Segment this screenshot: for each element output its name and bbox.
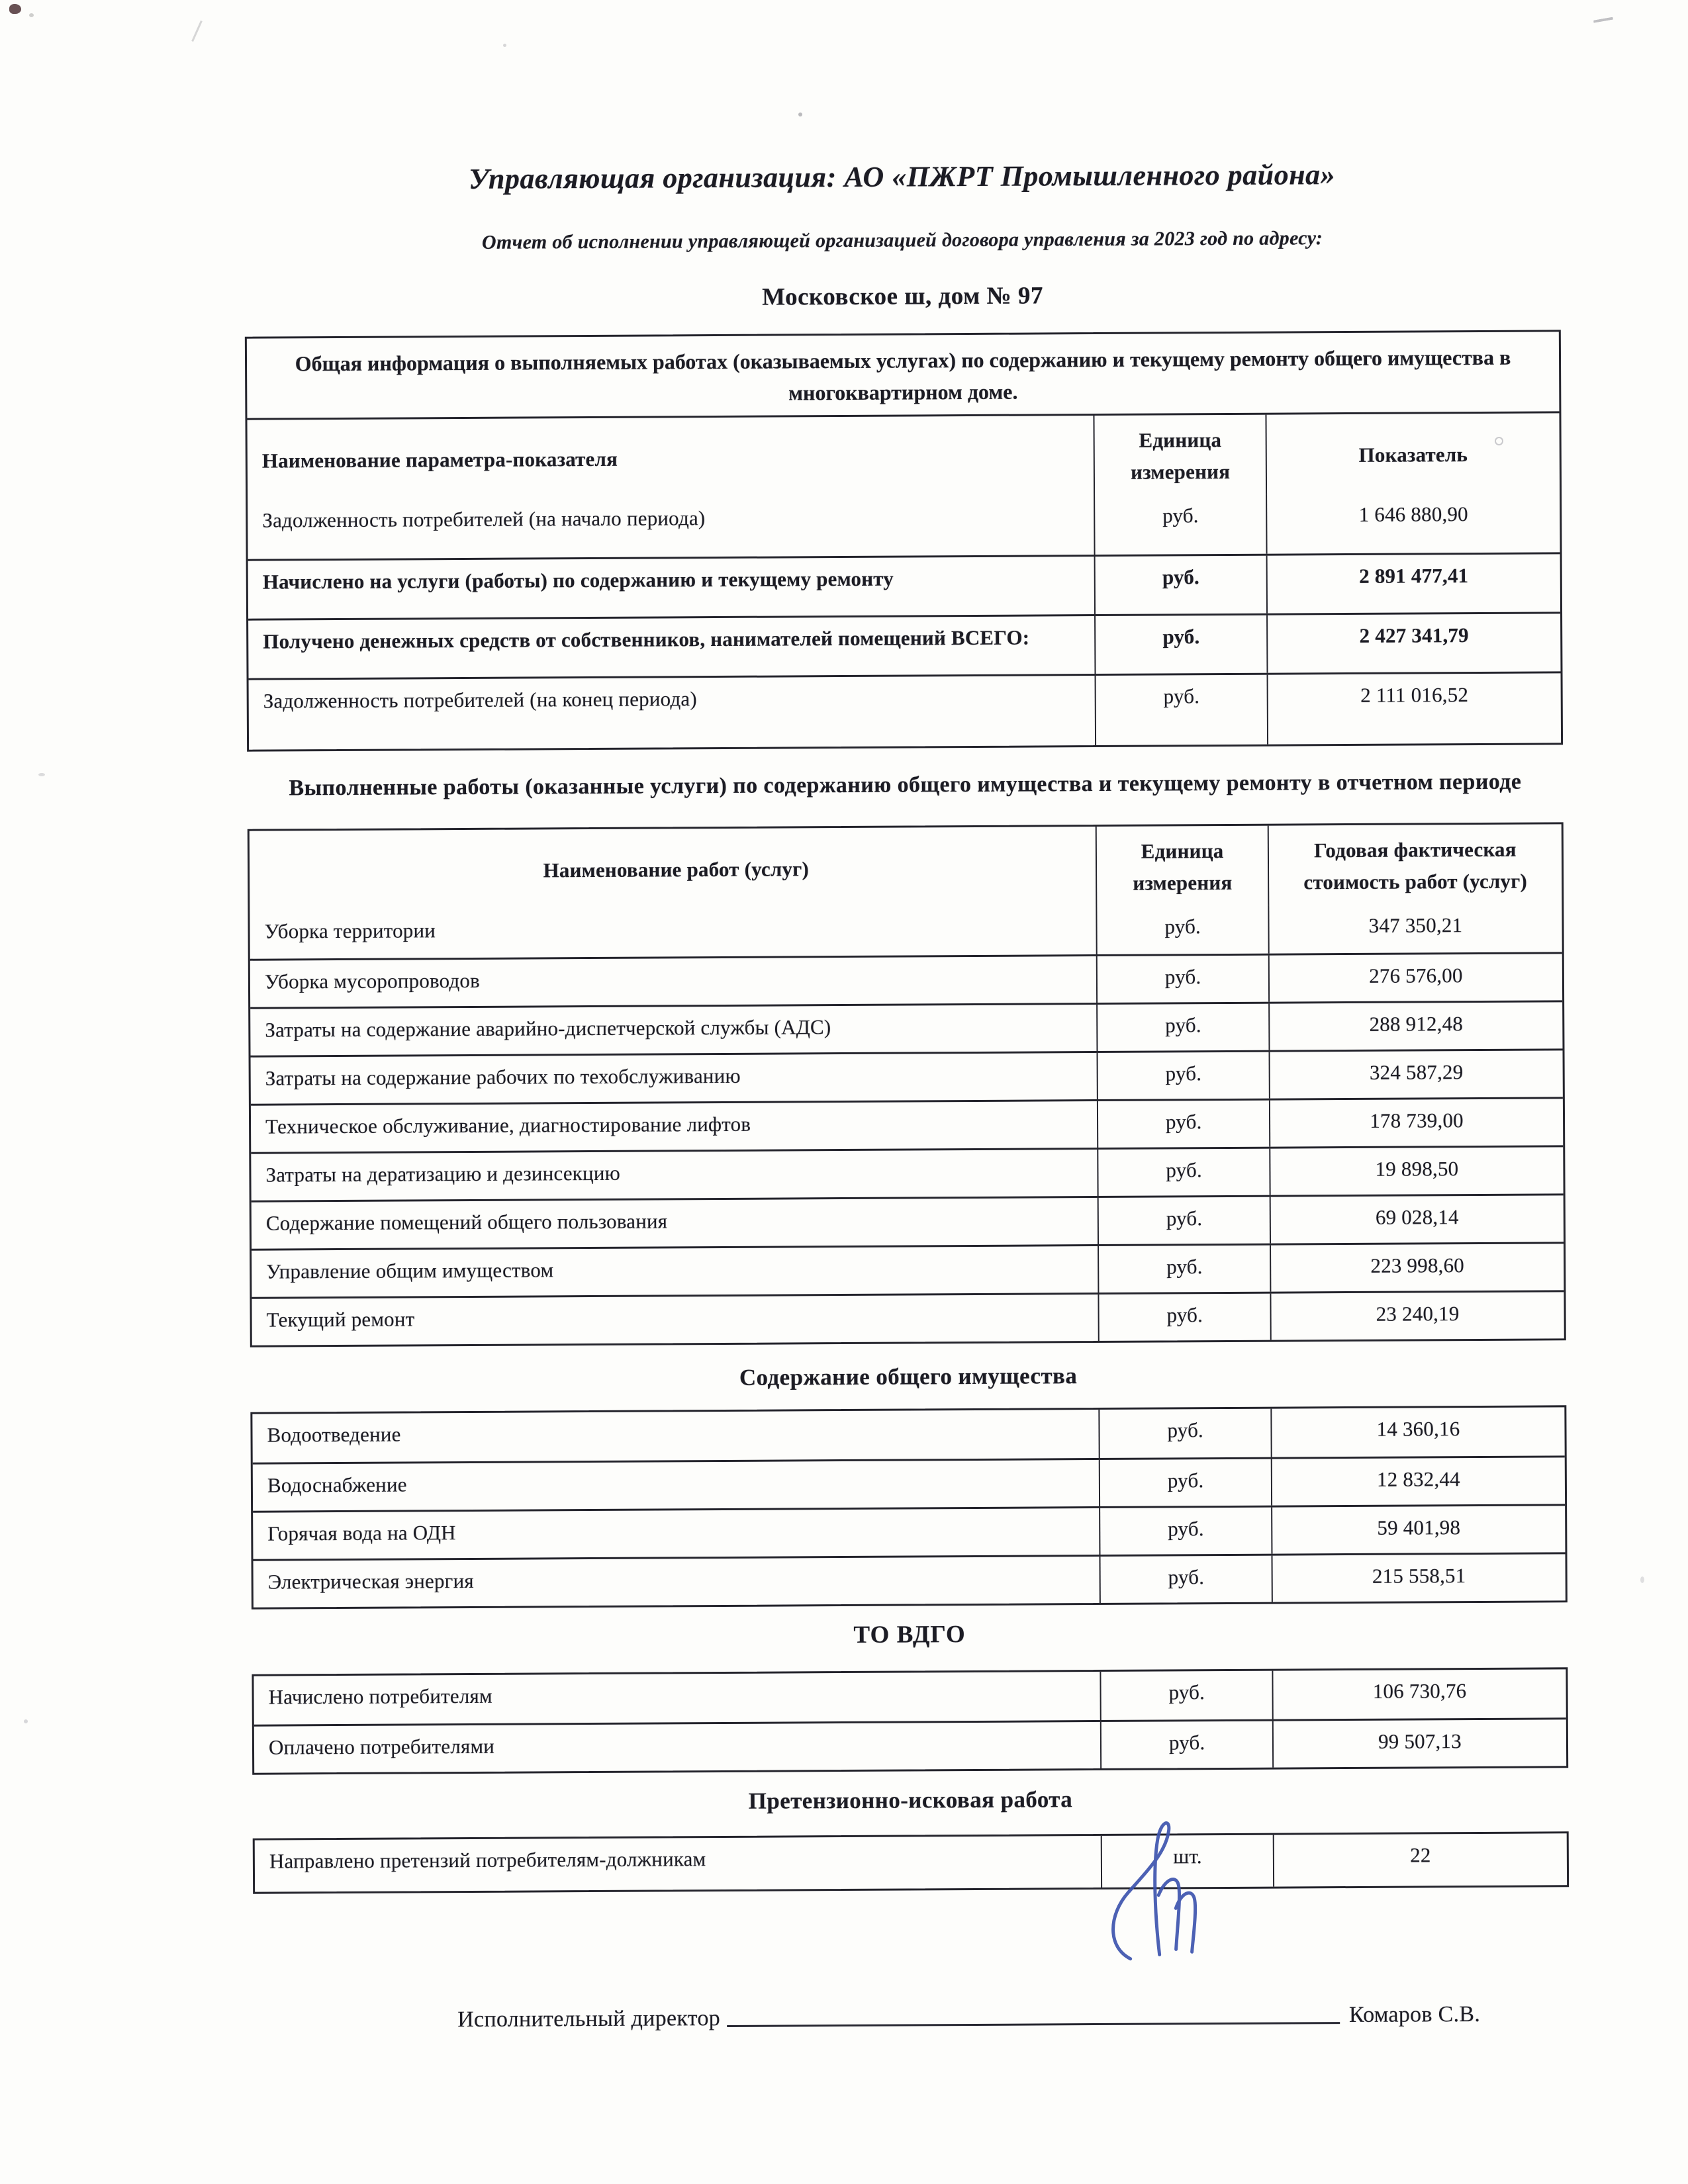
- cell-unit: руб.: [1098, 1246, 1270, 1293]
- table-row: [254, 1669, 1566, 1724]
- signature-block: [457, 1995, 1480, 2034]
- table-row: [251, 1097, 1563, 1152]
- cell-value: 2 891 477,41: [1266, 554, 1560, 613]
- cell-value: 59 401,98: [1271, 1506, 1565, 1554]
- column-header-unit: Единица измерения: [1094, 414, 1266, 494]
- cell-value: 215 558,51: [1272, 1555, 1566, 1602]
- table-row: [255, 1834, 1567, 1892]
- table-row: [251, 1145, 1563, 1200]
- cell-label: Затраты на дератизацию и дезинсекцию: [265, 1161, 621, 1187]
- signature-line: [727, 1996, 1340, 2028]
- cell-value: 178 739,00: [1269, 1099, 1563, 1146]
- cell-label: Затраты на содержание аварийно-диспетчерской службы (АДС): [265, 1015, 831, 1042]
- cell-unit: руб.: [1097, 1004, 1269, 1051]
- table-row: [250, 952, 1562, 1007]
- signatory-name: Комаров С.В.: [1348, 2002, 1481, 2028]
- table-row: [252, 1408, 1564, 1463]
- table-row: [252, 1290, 1564, 1345]
- table-row: [248, 612, 1560, 678]
- cell-value: 12 832,44: [1271, 1458, 1565, 1506]
- column-header-work-name: Наименование работ (услуг): [543, 857, 810, 882]
- table-row: [250, 903, 1562, 958]
- table-row: [248, 492, 1560, 559]
- column-header-unit: Единица измерения: [1096, 826, 1268, 906]
- cell-label: Получено денежных средств от собственников, нанимателей помещений ВСЕГО:: [263, 625, 1030, 653]
- cell-label: Текущий ремонт: [266, 1307, 415, 1332]
- cell-unit: руб.: [1097, 1101, 1269, 1148]
- cell-label: Направлено претензий потребителям-должникам: [269, 1847, 706, 1874]
- document-subtitle: Отчет об исполнении управляющей организацией договора управления за 2023 год по адресу:: [481, 227, 1323, 253]
- cell-unit: руб.: [1095, 675, 1267, 745]
- cell-label: Оплачено потребителями: [268, 1734, 495, 1759]
- table-row: [252, 1193, 1564, 1248]
- document-title: Управляющая организация: АО «ПЖРТ Промышленного района»: [468, 158, 1336, 195]
- cell-unit: руб.: [1100, 1556, 1272, 1603]
- general-info-table: [245, 330, 1563, 751]
- cell-value: 276 576,00: [1268, 954, 1562, 1001]
- cell-label: Водоснабжение: [267, 1473, 407, 1498]
- vdgo-table: [252, 1667, 1568, 1774]
- table-row: [254, 1553, 1566, 1608]
- cell-unit: руб.: [1094, 494, 1266, 555]
- cell-label: Управление общим имуществом: [266, 1258, 554, 1283]
- works-section-heading: Выполненные работы (оказанные услуги) по содержанию общего имущества и текущему ремонту в отчетном периоде: [289, 769, 1522, 801]
- cell-value: 99 507,13: [1272, 1719, 1566, 1767]
- cell-unit: руб.: [1098, 1149, 1270, 1196]
- cell-value: 347 350,21: [1268, 903, 1562, 953]
- cell-value: 106 730,76: [1272, 1669, 1566, 1719]
- general-info-header-row: [247, 413, 1560, 499]
- cell-unit: руб.: [1099, 1459, 1271, 1506]
- cell-label: Задолженность потребителей (на начало периода): [262, 506, 706, 532]
- cell-unit: руб.: [1096, 956, 1268, 1003]
- cell-unit: руб.: [1096, 905, 1268, 954]
- works-header-row: [250, 824, 1562, 910]
- table-row: [251, 1048, 1563, 1103]
- cell-label: Содержание помещений общего пользования: [265, 1209, 668, 1235]
- works-table: [248, 822, 1566, 1347]
- cell-value: 22: [1273, 1834, 1567, 1887]
- cell-value: 288 912,48: [1268, 1002, 1562, 1050]
- table-row: [253, 1456, 1565, 1511]
- cell-value: 1 646 880,90: [1266, 492, 1560, 553]
- table-row: [248, 552, 1560, 618]
- cell-value: 2 427 341,79: [1266, 614, 1560, 672]
- cell-label: Техническое обслуживание, диагностирование лифтов: [265, 1112, 751, 1138]
- table-row: [253, 1504, 1565, 1559]
- table-row: [254, 1717, 1566, 1772]
- table-row: [250, 1000, 1562, 1055]
- cell-value: 14 360,16: [1270, 1408, 1564, 1457]
- claims-heading: Претензионно-исковая работа: [748, 1786, 1073, 1814]
- common-property-table: [250, 1406, 1568, 1610]
- property-address: Московское ш, дом № 97: [762, 282, 1044, 311]
- table-row: [249, 671, 1562, 749]
- claims-table: [253, 1832, 1569, 1894]
- cell-label: Горячая вода на ОДН: [267, 1521, 456, 1546]
- signatory-role: Исполнительный директор: [457, 2006, 721, 2032]
- cell-label: Затраты на содержание рабочих по техобслуживанию: [265, 1064, 741, 1090]
- cell-label: Начислено потребителям: [268, 1684, 492, 1709]
- cell-unit: руб.: [1100, 1671, 1272, 1720]
- cell-label: Задолженность потребителей (на конец периода): [263, 687, 697, 713]
- cell-value: 2 111 016,52: [1267, 673, 1561, 744]
- cell-label: Начислено на услуги (работы) по содержанию и текущему ремонту: [262, 567, 894, 594]
- cell-unit: шт.: [1101, 1835, 1273, 1888]
- cell-value: 324 587,29: [1269, 1050, 1563, 1098]
- cell-label: Уборка территории: [264, 919, 436, 943]
- column-header-indicator: Показатель: [1265, 413, 1560, 494]
- cell-unit: руб.: [1097, 1052, 1269, 1099]
- general-info-caption: Общая информация о выполняемых работах (оказываемых услугах) по содержанию и текущему ремонту общего имущества в многоквартирном доме.: [247, 332, 1560, 420]
- column-header-parameter: Наименование параметра-показателя: [261, 447, 618, 473]
- cell-value: 23 240,19: [1270, 1292, 1564, 1340]
- cell-label: Водоотведение: [267, 1423, 401, 1447]
- cell-unit: руб.: [1094, 615, 1266, 674]
- table-row: [252, 1242, 1564, 1297]
- cell-label: Уборка мусоропроводов: [264, 968, 481, 993]
- column-header-annual-cost: Годовая фактическая стоимость работ (услуг): [1268, 824, 1562, 905]
- cell-value: 223 998,60: [1270, 1244, 1564, 1291]
- cell-unit: руб.: [1100, 1721, 1272, 1768]
- cell-label: Электрическая энергия: [267, 1569, 474, 1594]
- cell-value: 19 898,50: [1269, 1147, 1563, 1195]
- cell-unit: руб.: [1098, 1197, 1270, 1244]
- common-property-heading: Содержание общего имущества: [739, 1363, 1078, 1390]
- vdgo-heading: ТО ВДГО: [853, 1621, 966, 1649]
- cell-unit: руб.: [1094, 556, 1266, 614]
- cell-unit: руб.: [1099, 1508, 1271, 1555]
- cell-unit: руб.: [1099, 1409, 1271, 1458]
- cell-value: 69 028,14: [1270, 1195, 1564, 1243]
- cell-unit: руб.: [1098, 1294, 1270, 1341]
